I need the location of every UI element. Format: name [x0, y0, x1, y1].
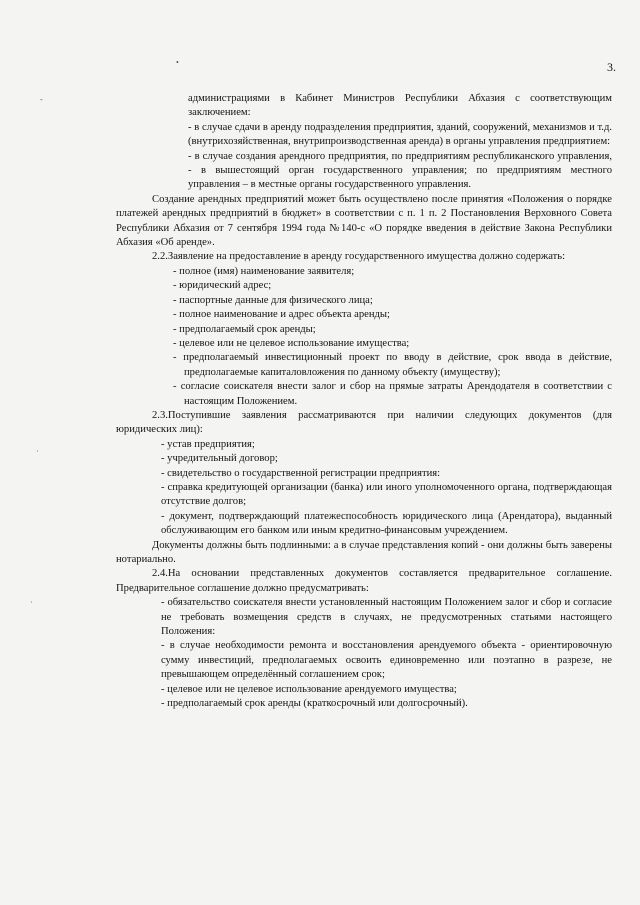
- list-item: - справка кредитующей организации (банка) или иного уполномоченного органа, подтверждающая отсутствие долгов;: [161, 481, 612, 508]
- scan-speck: ·: [30, 598, 33, 607]
- list-item: - устав предприятия;: [161, 438, 255, 450]
- list-item: - целевое или не целевое использование арендуемого имущества;: [161, 683, 457, 695]
- list-item: - юридический адрес;: [173, 280, 272, 292]
- document-body: [116, 92, 612, 711]
- paragraph: Документы должны быть подлинными: а в случае представления копий - они должны быть заверены нотариально.: [116, 539, 612, 565]
- list-item: - полное наименование и адрес объекта аренды;: [173, 309, 390, 321]
- paragraph: 2.3.Поступившие заявления рассматриваются при наличии следующих документов (для юридических лиц):: [116, 409, 612, 436]
- text-line: - в случае сдачи в аренду подразделения предприятия, зданий, сооружений, механизмов и т.д. (внутрихозяйственная, внутрипроизводственная аренда) в органы управления предприятием:: [188, 121, 612, 148]
- list-item: - согласие соискателя внести залог и сбор на прямые затраты Арендодателя в соответствии с настоящим Положением.: [173, 381, 612, 407]
- list-item: - предполагаемый инвестиционный проект по вводу в действие, срок ввода в действие, предполагаемые капиталовложения по данному объекту (имуществу);: [173, 352, 612, 378]
- scan-speck: •: [176, 58, 179, 67]
- list-item: - предполагаемый срок аренды (краткосрочный или долгосрочный).: [161, 698, 468, 710]
- list-item: - паспортные данные для физического лица;: [173, 294, 373, 306]
- list-item: - свидетельство о государственной регистрации предприятия:: [161, 467, 441, 479]
- list-item: - полное (имя) наименование заявителя;: [173, 265, 355, 277]
- text-line: - в случае создания арендного предприятия, по предприятиям республиканского управления, - в вышестоящий орган государственного управления; по предприятиям местного управления – в местные органы государственного управления.: [188, 150, 612, 191]
- list-item: - обязательство соискателя внести установленный настоящим Положением залог и сбор и согласие не требовать возмещения средств в случаях, не предусмотренных статьями настоящего Положения:: [161, 597, 612, 638]
- list-item: - документ, подтверждающий платежеспособность юридического лица (Арендатора), выданный обслуживающим его банком или иным кредитно-финансовым учреждением.: [161, 510, 612, 537]
- list-item: - в случае необходимости ремонта и восстановления арендуемого объекта - ориентировочную сумму инвестиций, предполагаемых освоить единовременно или поэтапно в разрезе, не превышающем определённый соглашением срок;: [161, 640, 612, 681]
- page-number: 3.: [607, 60, 616, 74]
- list-item: - целевое или не целевое использование имущества;: [173, 337, 410, 349]
- agreement-provisions-list: [116, 596, 612, 711]
- text-line: администрациями в Кабинет Министров Республики Абхазия с соответствующим заключением:: [188, 93, 612, 119]
- scan-speck: -: [40, 95, 43, 104]
- documents-list: [116, 438, 612, 539]
- scan-speck: ·: [36, 447, 39, 456]
- paragraph: 2.2.Заявление на предоставление в аренду государственного имущества должно содержать:: [152, 251, 566, 263]
- list-item: - предполагаемый срок аренды;: [173, 323, 316, 335]
- list-item: - учредительный договор;: [161, 453, 278, 465]
- paragraph: Создание арендных предприятий может быть осуществлено после принятия «Положения о порядке платежей арендных предприятий в бюджет» в соответствии с п. 1 п. 2 Постановления Верховного Совета Республики Абхазия от 7 сентября 1994 года №140-с «О порядке введения в действие Закона Республики Абхазия «Об аренде».: [116, 193, 612, 249]
- application-requirements-list: [116, 265, 612, 409]
- paragraph: 2.4.На основании представленных документов составляется предварительное соглашение. Предварительное соглашение должно предусматривать:: [116, 568, 612, 594]
